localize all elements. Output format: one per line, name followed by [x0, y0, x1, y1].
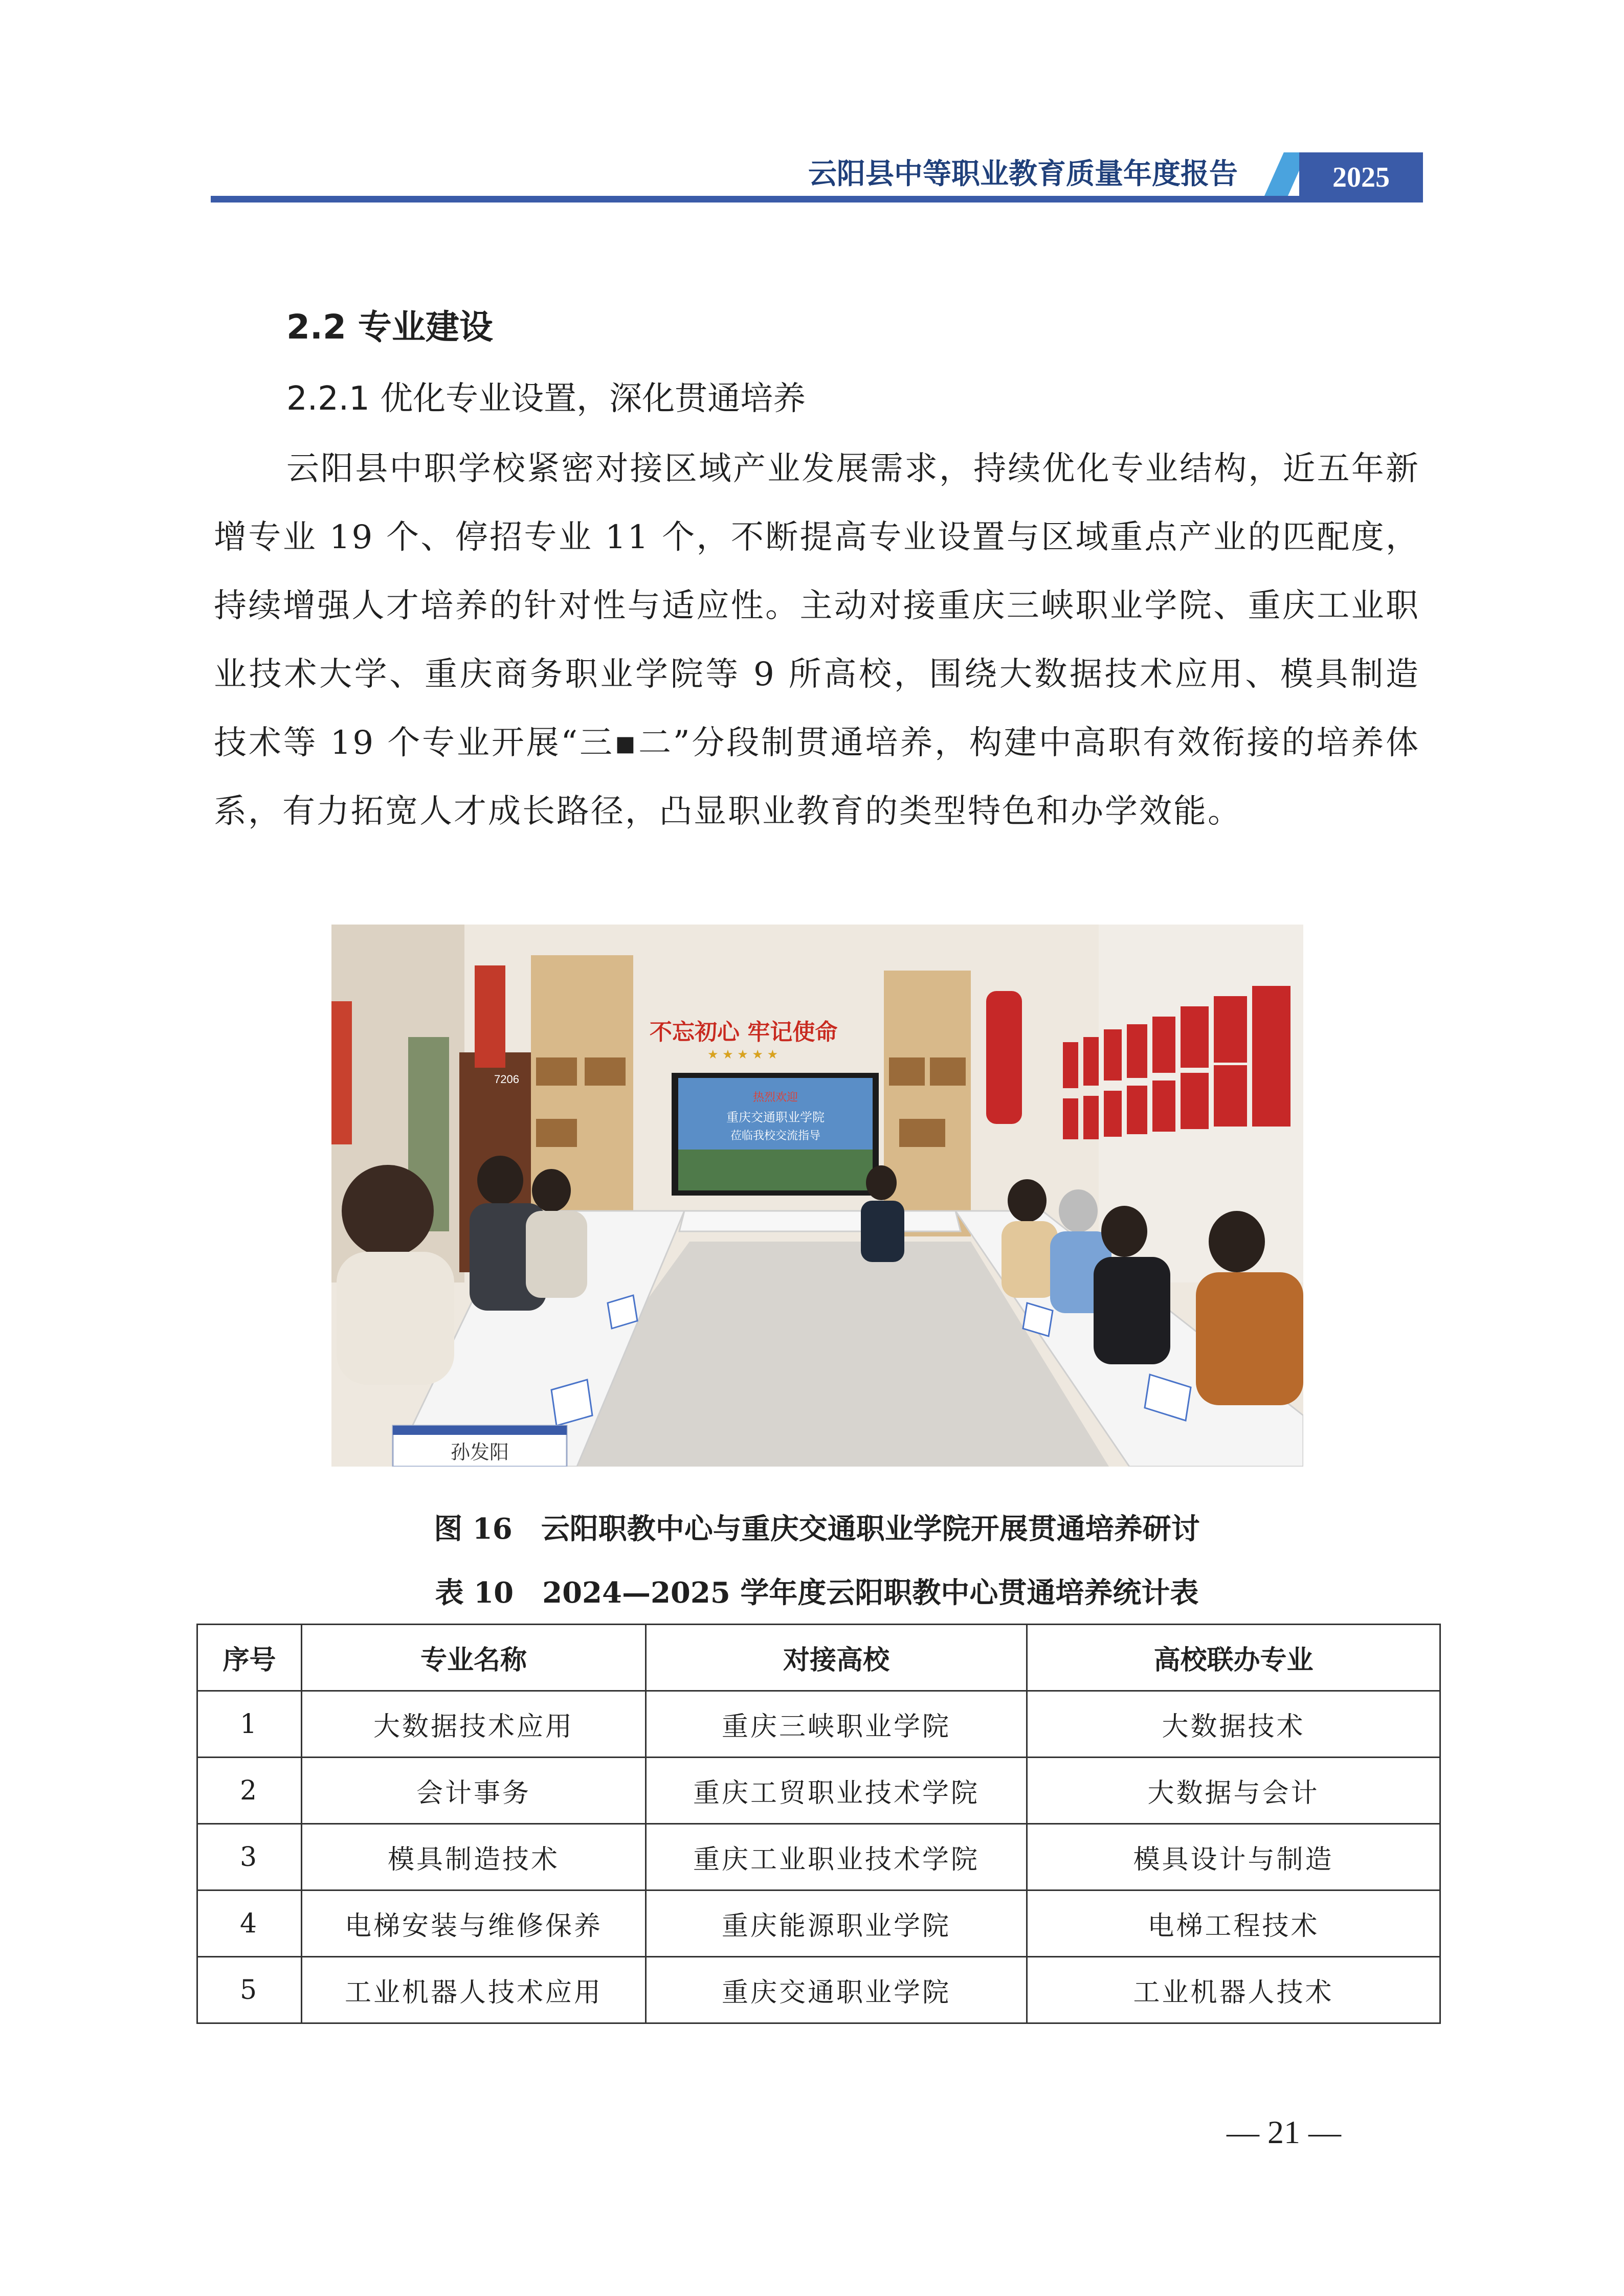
- cell-joint-major: 电梯工程技术: [1027, 1890, 1440, 1957]
- header-joint-major: 高校联办专业: [1027, 1625, 1440, 1691]
- header-major: 专业名称: [302, 1625, 646, 1691]
- screen-line-1: 热烈欢迎: [752, 1091, 798, 1104]
- cell-index: 1: [197, 1691, 302, 1758]
- cell-joint-major: 模具设计与制造: [1027, 1824, 1440, 1890]
- training-stats-table: [196, 1624, 1441, 2024]
- header-partner-college: 对接高校: [646, 1625, 1027, 1691]
- cell-partner-college: 重庆三峡职业学院: [646, 1691, 1027, 1758]
- report-title: 云阳县中等职业教育质量年度报告: [808, 157, 1238, 191]
- table-caption: 表 10 2024—2025 学年度云阳职教中心贯通培养统计表: [435, 1576, 1199, 1610]
- cell-major: 模具制造技术: [302, 1824, 646, 1890]
- meeting-photo: [331, 925, 1303, 1467]
- cell-major: 工业机器人技术应用: [302, 1957, 646, 2023]
- cell-partner-college: 重庆工贸职业技术学院: [646, 1758, 1027, 1824]
- body-paragraph: 云阳县中职学校紧密对接区域产业发展需求，持续优化专业结构，近五年新增专业 19 个、停招专业 11 个，不断提高专业设置与区域重点产业的匹配度，持续增强人才培养的针对性与适应性。主动对接重庆三峡职业学院、重庆工业职业技术大学、重庆商务职业学院等 9 所高校，围绕大数据技术应用、模具制造技术等 19 个专业开展“三▪二”分段制贯通培养，构建中高职有效衔接的培养体系，有力拓宽人才成长路径，凸显职业教育的类型特色和办学效能。: [214, 450, 1420, 830]
- table-row: [197, 1957, 1440, 2023]
- header-index: 序号: [197, 1625, 302, 1691]
- cell-index: 5: [197, 1957, 302, 2023]
- table-row: [197, 1691, 1440, 1758]
- cell-index: 2: [197, 1758, 302, 1824]
- cell-index: 4: [197, 1890, 302, 1957]
- cell-joint-major: 大数据与会计: [1027, 1758, 1440, 1824]
- front-name-tag: 孙发阳: [450, 1441, 509, 1464]
- cell-partner-college: 重庆工业职业技术学院: [646, 1824, 1027, 1890]
- figure-caption: 图 16 云阳职教中心与重庆交通职业学院开展贯通培养研讨: [434, 1512, 1200, 1546]
- cell-joint-major: 工业机器人技术: [1027, 1957, 1440, 2023]
- cell-joint-major: 大数据技术: [1027, 1691, 1440, 1758]
- cell-major: 电梯安装与维修保养: [302, 1890, 646, 1957]
- screen-line-3: 莅临我校交流指导: [730, 1130, 821, 1142]
- door-number: 7206: [494, 1073, 519, 1086]
- subsection-heading: 2.2.1 优化专业设置，深化贯通培养: [286, 380, 806, 418]
- table-row: [197, 1890, 1440, 1957]
- table-row: [197, 1758, 1440, 1824]
- page-number: — 21 —: [1227, 2114, 1341, 2150]
- cell-major: 会计事务: [302, 1758, 646, 1824]
- report-year-badge: 2025: [1299, 152, 1423, 202]
- cell-partner-college: 重庆能源职业学院: [646, 1890, 1027, 1957]
- cell-major: 大数据技术应用: [302, 1691, 646, 1758]
- svg-text:★ ★ ★ ★ ★: ★ ★ ★ ★ ★: [707, 1047, 778, 1062]
- wall-slogan: 不忘初心 牢记使命: [650, 1019, 838, 1045]
- cell-index: 3: [197, 1824, 302, 1890]
- table-header-row: [197, 1625, 1440, 1691]
- section-heading: 2.2 专业建设: [286, 307, 493, 347]
- header-rule: [211, 196, 1423, 202]
- screen-line-2: 重庆交通职业学院: [726, 1110, 825, 1124]
- table-row: [197, 1824, 1440, 1890]
- cell-partner-college: 重庆交通职业学院: [646, 1957, 1027, 2023]
